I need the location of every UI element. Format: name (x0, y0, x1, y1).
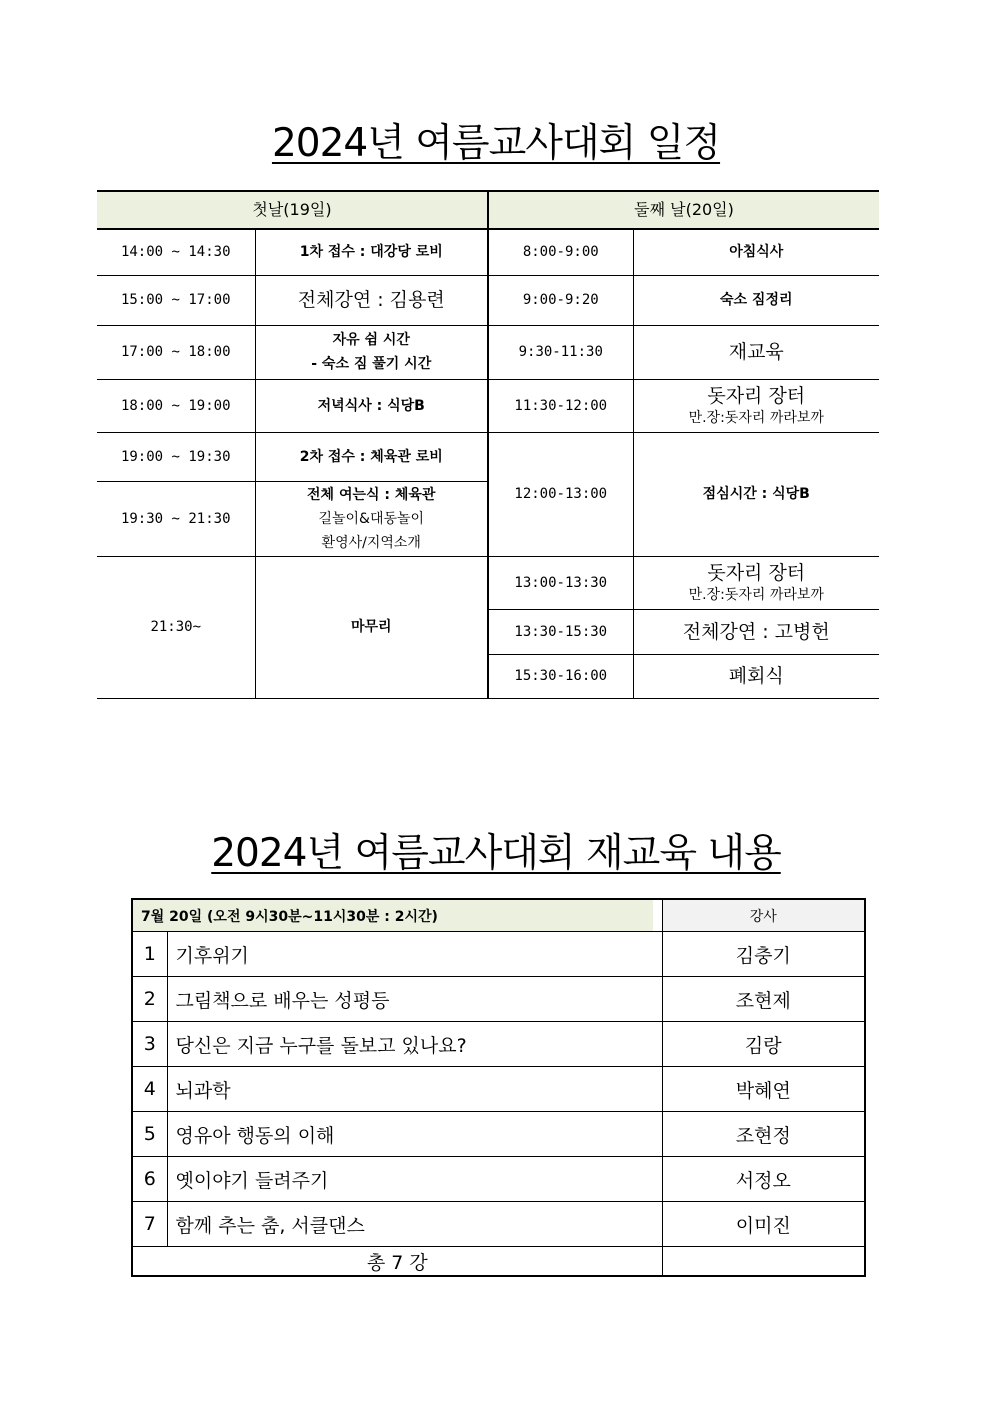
education-total-empty (662, 1247, 865, 1277)
day2-event: 전체강연 : 고병헌 (633, 609, 879, 654)
day2-time: 15:30-16:00 (488, 654, 633, 698)
schedule-title: 2024년 여름교사대회 일정 (271, 121, 721, 166)
education-header-date: 7월 20일 (오전 9시30분~11시30분 : 2시간) (132, 899, 662, 932)
day1-event: 마무리 (255, 556, 488, 698)
day1-header: 첫날(19일) (97, 191, 488, 229)
day1-time: 19:00 ~ 19:30 (97, 432, 255, 481)
row-lecturer: 이미진 (662, 1202, 865, 1247)
education-header-lecturer: 강사 (662, 899, 865, 932)
table-row (132, 1067, 865, 1112)
row-number: 6 (132, 1157, 167, 1202)
day2-event (633, 379, 879, 432)
table-row (132, 1157, 865, 1202)
education-total: 총 7 강 (132, 1247, 662, 1277)
education-table (131, 898, 866, 1277)
day2-time: 8:00-9:00 (488, 229, 633, 275)
day1-event-line: - 숙소 짐 풀기 시간 (311, 356, 432, 372)
row-lecturer: 김충기 (662, 932, 865, 977)
day1-event: 1차 접수 : 대강당 로비 (255, 229, 488, 275)
row-lecturer: 조현제 (662, 977, 865, 1022)
day2-event: 폐회식 (633, 654, 879, 698)
row-number: 4 (132, 1067, 167, 1112)
day1-event: 2차 접수 : 체육관 로비 (255, 432, 488, 481)
day2-time: 9:30-11:30 (488, 325, 633, 379)
row-number: 7 (132, 1202, 167, 1247)
day2-event-line: 돗자리 장터 (707, 384, 806, 407)
row-lecturer: 김랑 (662, 1022, 865, 1067)
row-topic: 영유아 행동의 이해 (167, 1112, 662, 1157)
day1-time: 19:30 ~ 21:30 (97, 481, 255, 556)
day2-event: 아침식사 (633, 229, 879, 275)
row-topic: 기후위기 (167, 932, 662, 977)
row-lecturer: 박혜연 (662, 1067, 865, 1112)
day2-event (633, 556, 879, 609)
day2-event: 숙소 짐정리 (633, 275, 879, 325)
row-number: 3 (132, 1022, 167, 1067)
row-lecturer: 서정오 (662, 1157, 865, 1202)
day2-time: 13:00-13:30 (488, 556, 633, 609)
row-number: 2 (132, 977, 167, 1022)
row-topic: 당신은 지금 누구를 돌보고 있나요? (167, 1022, 662, 1067)
table-row (132, 1202, 865, 1247)
day1-event: 저녁식사 : 식당B (255, 379, 488, 432)
table-row (132, 1112, 865, 1157)
day2-time: 11:30-12:00 (488, 379, 633, 432)
row-topic: 뇌과학 (167, 1067, 662, 1112)
education-title: 2024년 여름교사대회 재교육 내용 (211, 831, 781, 876)
table-row (132, 977, 865, 1022)
schedule-table (97, 190, 879, 699)
day2-event-line: 돗자리 장터 (707, 561, 806, 584)
day2-header: 둘째 날(20일) (488, 191, 879, 229)
day1-event: 전체강연 : 김용련 (255, 275, 488, 325)
day2-event: 점심시간 : 식당B (633, 432, 879, 556)
day1-event-line: 환영사/지역소개 (321, 534, 421, 551)
day1-time: 17:00 ~ 18:00 (97, 325, 255, 379)
day1-time: 14:00 ~ 14:30 (97, 229, 255, 275)
row-number: 5 (132, 1112, 167, 1157)
day2-event-line: 만.장:돗자리 까라보까 (688, 409, 824, 426)
table-row (132, 932, 865, 977)
table-row (132, 1022, 865, 1067)
row-topic: 옛이야기 들려주기 (167, 1157, 662, 1202)
day2-time: 9:00-9:20 (488, 275, 633, 325)
day2-event: 재교육 (633, 325, 879, 379)
row-number: 1 (132, 932, 167, 977)
day1-time: 18:00 ~ 19:00 (97, 379, 255, 432)
day1-event (255, 481, 488, 556)
row-lecturer: 조현정 (662, 1112, 865, 1157)
day1-event-line: 전체 여는식 : 체육관 (307, 486, 436, 503)
day1-event (255, 325, 488, 379)
day2-event-line: 만.장:돗자리 까라보까 (688, 586, 824, 603)
day2-time: 12:00-13:00 (488, 432, 633, 556)
day1-time: 15:00 ~ 17:00 (97, 275, 255, 325)
row-topic: 그림책으로 배우는 성평등 (167, 977, 662, 1022)
day2-time: 13:30-15:30 (488, 609, 633, 654)
day1-event-line: 자유 쉼 시간 (332, 332, 410, 348)
row-topic: 함께 추는 춤, 서클댄스 (167, 1202, 662, 1247)
day1-event-line: 길놀이&대동놀이 (318, 510, 425, 527)
day1-time: 21:30~ (97, 556, 255, 698)
